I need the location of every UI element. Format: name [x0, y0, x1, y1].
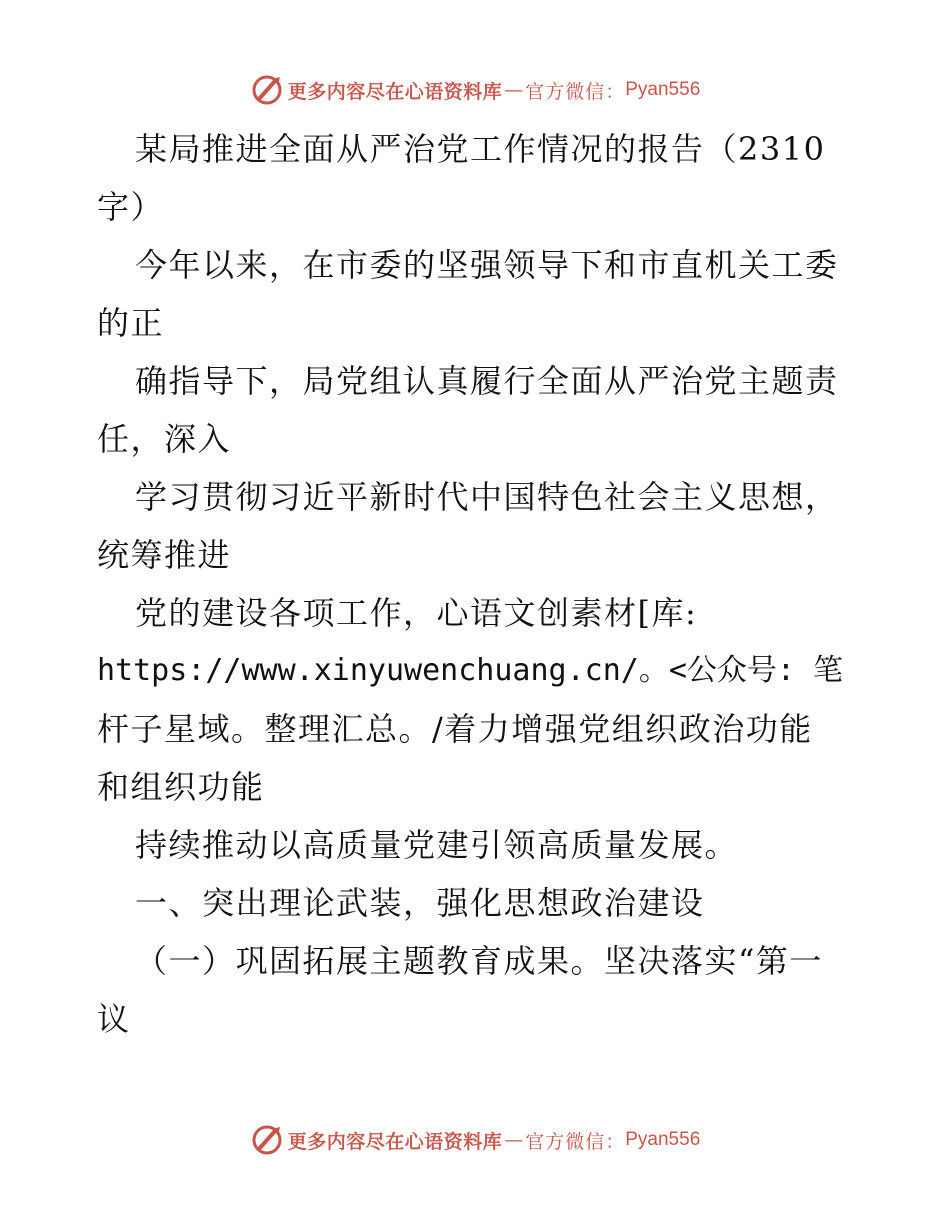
url-line: https://www.xinyuwenchuang.cn/。<公众号: 笔: [97, 653, 844, 688]
paragraph-line: 党的建设各项工作，心语文创素材[库:: [135, 594, 698, 632]
subsection-heading: （一）巩固拓展主题教育成果。坚决落实“第一: [135, 942, 823, 980]
brand-logo-icon: [250, 73, 284, 107]
paragraph-line: 学习贯彻习近平新时代中国特色社会主义思想，: [135, 478, 839, 516]
footer-dash: —: [504, 1129, 524, 1151]
paragraph-line: 统筹推进: [97, 536, 232, 574]
header-dash: —: [504, 79, 524, 101]
header-brand-text: 更多内容尽在心语资料库: [287, 80, 503, 103]
footer-wechat-label: 官方微信：: [525, 1130, 626, 1153]
doc-title-line-1: 某局推进全面从严治党工作情况的报告（2310: [135, 130, 826, 168]
paragraph-line: 和组织功能: [97, 768, 265, 806]
doc-title-line-2: 字）: [97, 188, 165, 226]
brand-logo-icon: [250, 1123, 284, 1157]
header-wechat-id: Pyan556: [625, 79, 701, 100]
paragraph-line: 的正: [97, 304, 165, 342]
footer-banner: [0, 1120, 950, 1160]
paragraph-line: 任，深入: [97, 420, 232, 458]
paragraph-line: 今年以来，在市委的坚强领导下和市直机关工委: [135, 246, 839, 284]
paragraph-line: 确指导下，局党组认真履行全面从严治党主题责: [135, 362, 839, 400]
paragraph-line: 议: [97, 1000, 131, 1038]
header-banner: [0, 70, 950, 110]
paragraph-line: 持续推动以高质量党建引领高质量发展。: [135, 826, 739, 864]
section-heading: 一、突出理论武装，强化思想政治建设: [135, 884, 705, 922]
document-body: [97, 120, 857, 1048]
footer-brand-text: 更多内容尽在心语资料库: [287, 1130, 503, 1153]
paragraph-line: 杆子星域。整理汇总。/着力增强党组织政治功能: [97, 710, 813, 748]
footer-wechat-id: Pyan556: [625, 1129, 701, 1150]
header-wechat-label: 官方微信：: [525, 80, 626, 103]
